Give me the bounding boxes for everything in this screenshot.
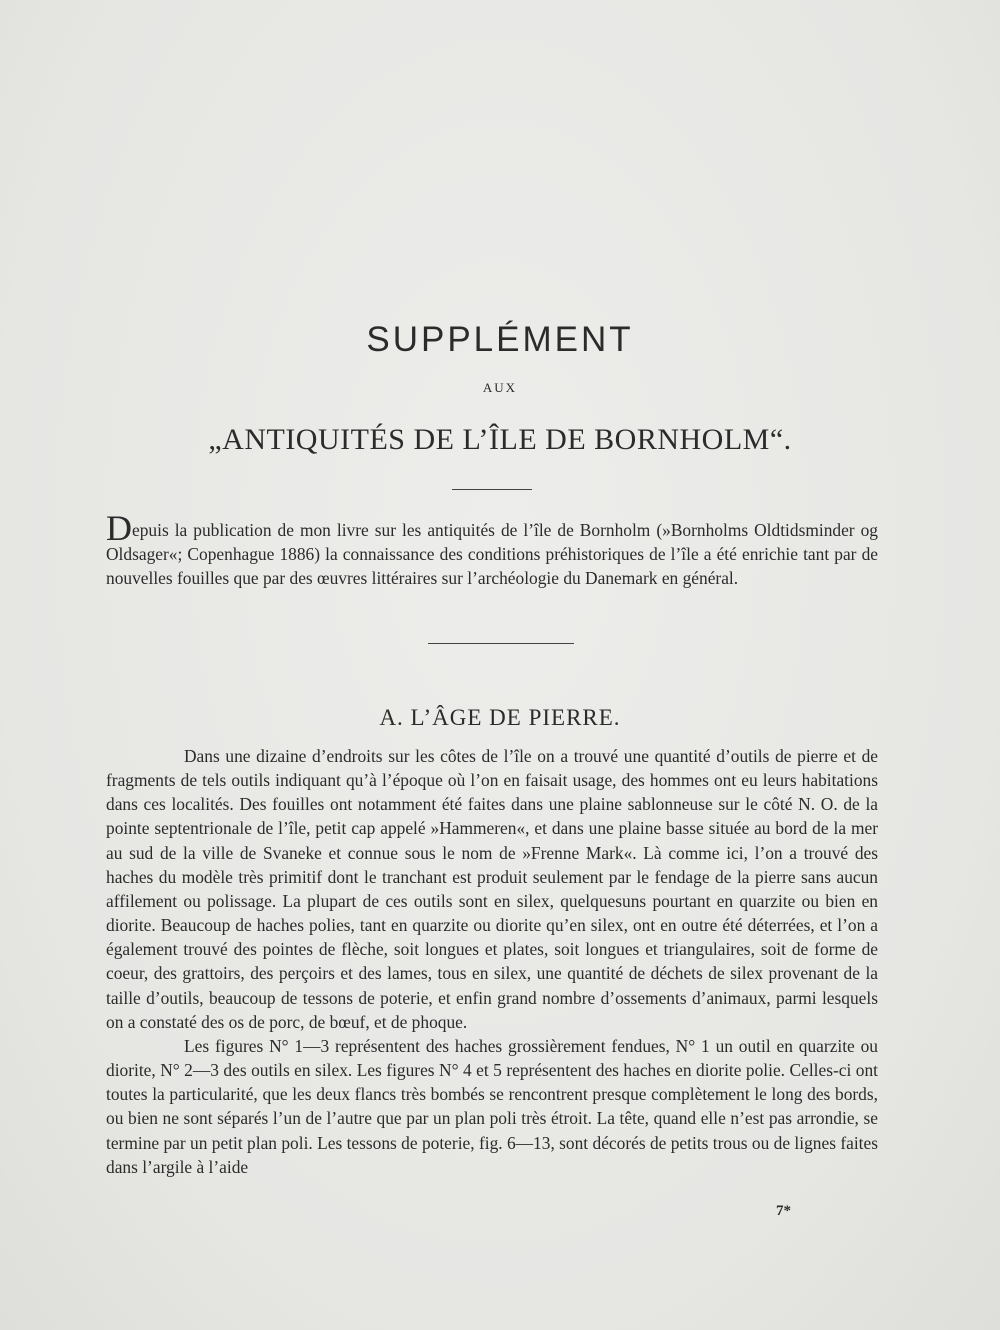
- drop-cap: D: [106, 508, 132, 548]
- intro-paragraph: [106, 508, 878, 590]
- divider-rule: [428, 643, 574, 644]
- page-title: SUPPLÉMENT: [366, 320, 634, 359]
- body-paragraph: Les figures N° 1—3 représentent des haches grossièrement fendues, N° 1 un outil en quarzite ou diorite, N° 2—3 des outils en silex. Les figures N° 4 et 5 représentent des haches en diorite polie. Celles-ci ont toutes la particularité, que les deux flancs très bombés se rencontrent presque complètement le long des bords, ou bien ne sont séparés l’un de l’autre que par un plan poli très étroit. La tête, quand elle n’est pas arrondie, se termine par un petit plan poli. Les tessons de poterie, fig. 6—13, sont décorés de petits trous ou de lignes faites dans l’argile à l’aide: [106, 1035, 878, 1177]
- intro-text: epuis la publication de mon livre sur les antiquités de l’île de Bornholm (»Bornholms Oldtidsminder og Oldsager«; Copenhague 1886) la connaissance des conditions préhistoriques de l’île a été enrichie tant par de nouvelles fouilles que par des œuvres littéraires sur l’archéologie du Danemark en général.: [106, 520, 878, 588]
- page-number: 7*: [776, 1203, 791, 1219]
- title-connector-aux: AUX: [482, 380, 518, 395]
- body-paragraph: Dans une dizaine d’endroits sur les côtes de l’île on a trouvé une quantité d’outils de pierre et de fragments de tels outils indiquant qu’à l’époque où l’on en faisait usage, des hommes ont eu leurs habitations dans ces localités. Des fouilles ont notamment été faites dans une plaine sablonneuse sur le côté N. O. de la pointe septentrionale de l’île, petit cap appelé »Hammeren«, et dans une plaine basse située au bord de la mer au sud de la ville de Svaneke et connue sous le nom de »Frenne Mark«. Là comme ici, l’on a trouvé des haches du modèle très primitif dont le tranchant est produit seulement par le fendage de la pierre sans aucun affilement ou polissage. La plupart de ces outils sont en silex, quelquesuns pourtant en quarzite ou bien en diorite. Beaucoup de haches polies, tant en quarzite ou diorite qu’en silex, ont en outre été déterrées, et l’on a également trouvé des pointes de flèche, soit longues et plates, soit longues et triangulaires, soit de forme de coeur, des grattoirs, des perçoirs et des lames, tous en silex, une quantité de déchets de silex provenant de la taille d’outils, beaucoup de tessons de poterie, et enfin grand nombre d’ossements d’animaux, parmi lesquels on a constaté des os de porc, de bœuf, et de phoque.: [106, 746, 878, 1032]
- section-heading: A. L’ÂGE DE PIERRE.: [379, 705, 621, 730]
- divider-rule: [452, 489, 532, 490]
- body-text: [106, 744, 878, 1179]
- page-subtitle: „ANTIQUITÉS DE L’ÎLE DE BORNHOLM“.: [208, 423, 792, 456]
